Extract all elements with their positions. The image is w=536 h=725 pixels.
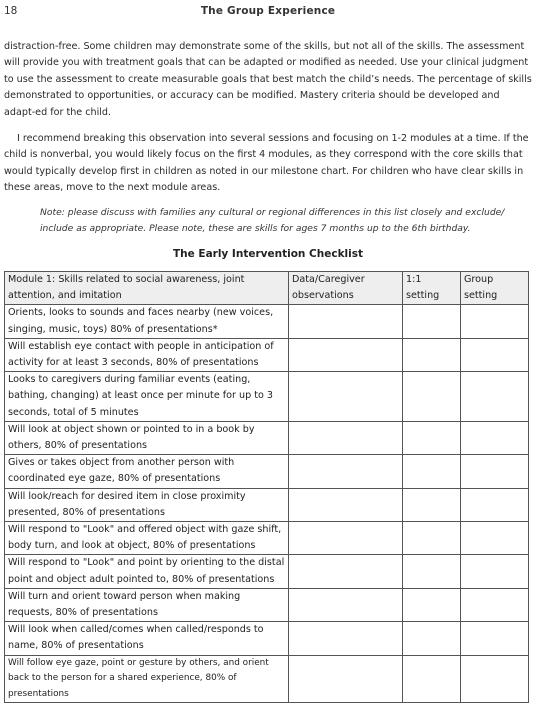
data-cell[interactable] — [289, 655, 403, 703]
data-cell[interactable] — [289, 555, 403, 588]
skill-cell: Will look when called/comes when called/responds to name, 80% of presentations — [5, 622, 289, 655]
one-on-one-cell[interactable] — [403, 655, 461, 703]
one-on-one-cell[interactable] — [403, 338, 461, 371]
table-row — [5, 372, 529, 422]
data-cell[interactable] — [289, 338, 403, 371]
table-row — [5, 488, 529, 521]
one-on-one-cell[interactable] — [403, 372, 461, 422]
header-group: Group setting — [461, 272, 529, 305]
group-cell[interactable] — [461, 555, 529, 588]
data-cell[interactable] — [289, 421, 403, 454]
group-cell[interactable] — [461, 488, 529, 521]
data-cell[interactable] — [289, 488, 403, 521]
body-paragraph-2: I recommend breaking this observation into several sessions and focusing on 1-2 modules at a time. If the child is nonverbal, you would likely focus on the first 4 modules, as they correspond with the core skills that would typically develop first in children as noted in our milestone chart. For children who have clear skills in these areas, move to the next module areas. — [4, 133, 529, 194]
group-cell[interactable] — [461, 522, 529, 555]
one-on-one-cell[interactable] — [403, 622, 461, 655]
note-paragraph: Note: please discuss with families any cultural or regional differences in this list closely and exclude/ include as appropriate. Please note, these are skills for ages 7 months up to the 6th birthday. — [40, 207, 505, 235]
skill-cell: Will look at object shown or pointed to in a book by others, 80% of presentations — [5, 421, 289, 454]
header-one-on-one: 1:1 setting — [403, 272, 461, 305]
data-cell[interactable] — [289, 305, 403, 338]
page-number: 18 — [4, 5, 18, 17]
data-cell[interactable] — [289, 522, 403, 555]
table-row — [5, 522, 529, 555]
skill-cell: Looks to caregivers during familiar events (eating, bathing, changing) at least once per minute for up to 3 seconds, total of 5 minutes — [5, 372, 289, 422]
table-row — [5, 305, 529, 338]
table-row — [5, 555, 529, 588]
data-cell[interactable] — [289, 455, 403, 488]
group-cell[interactable] — [461, 372, 529, 422]
body-paragraph-1: distraction-free. Some children may demonstrate some of the skills, but not all of the skills. The assessment will provide you with treatment goals that can be adapted or modified as needed. Use your clinical judgment to use the assessment to create measurable goals that best match the child’s needs. The percentage of skills demonstrated to opportunities, or accuracy can be modified. Mastery criteria should be developed and adapt-ed for the child. — [4, 41, 532, 118]
one-on-one-cell[interactable] — [403, 305, 461, 338]
table-row — [5, 588, 529, 621]
one-on-one-cell[interactable] — [403, 555, 461, 588]
table-row — [5, 421, 529, 454]
table-row — [5, 655, 529, 703]
table-row — [5, 338, 529, 371]
group-cell[interactable] — [461, 622, 529, 655]
group-cell[interactable] — [461, 421, 529, 454]
group-cell[interactable] — [461, 588, 529, 621]
header-data-observations: Data/Caregiver observations — [289, 272, 403, 305]
group-cell[interactable] — [461, 338, 529, 371]
data-cell[interactable] — [289, 622, 403, 655]
data-cell[interactable] — [289, 372, 403, 422]
one-on-one-cell[interactable] — [403, 455, 461, 488]
table-title: The Early Intervention Checklist — [172, 248, 364, 260]
table-header-row — [5, 272, 529, 305]
skill-cell: Will turn and orient toward person when making requests, 80% of presentations — [5, 588, 289, 621]
group-cell[interactable] — [461, 655, 529, 703]
skill-cell: Will respond to "Look" and point by orienting to the distal point and object adult pointed to, 80% of presentations — [5, 555, 289, 588]
page-header — [4, 5, 532, 21]
skill-cell: Gives or takes object from another person with coordinated eye gaze, 80% of presentations — [5, 455, 289, 488]
skill-cell: Will look/reach for desired item in close proximity presented, 80% of presentations — [5, 488, 289, 521]
skill-cell: Will respond to "Look" and offered object with gaze shift, body turn, and look at object, 80% of presentations — [5, 522, 289, 555]
one-on-one-cell[interactable] — [403, 488, 461, 521]
running-title: The Group Experience — [200, 5, 336, 17]
one-on-one-cell[interactable] — [403, 421, 461, 454]
one-on-one-cell[interactable] — [403, 522, 461, 555]
one-on-one-cell[interactable] — [403, 588, 461, 621]
table-row — [5, 455, 529, 488]
header-module: Module 1: Skills related to social awareness, joint attention, and imitation — [5, 272, 289, 305]
checklist-table — [4, 271, 529, 703]
data-cell[interactable] — [289, 588, 403, 621]
skill-cell: Orients, looks to sounds and faces nearby (new voices, singing, music, toys) 80% of presentations* — [5, 305, 289, 338]
skill-cell: Will establish eye contact with people in anticipation of activity for at least 3 seconds, 80% of presentations — [5, 338, 289, 371]
group-cell[interactable] — [461, 455, 529, 488]
skill-cell: Will follow eye gaze, point or gesture by others, and orient back to the person for a shared experience, 80% of presentations — [5, 655, 289, 703]
group-cell[interactable] — [461, 305, 529, 338]
table-row — [5, 622, 529, 655]
